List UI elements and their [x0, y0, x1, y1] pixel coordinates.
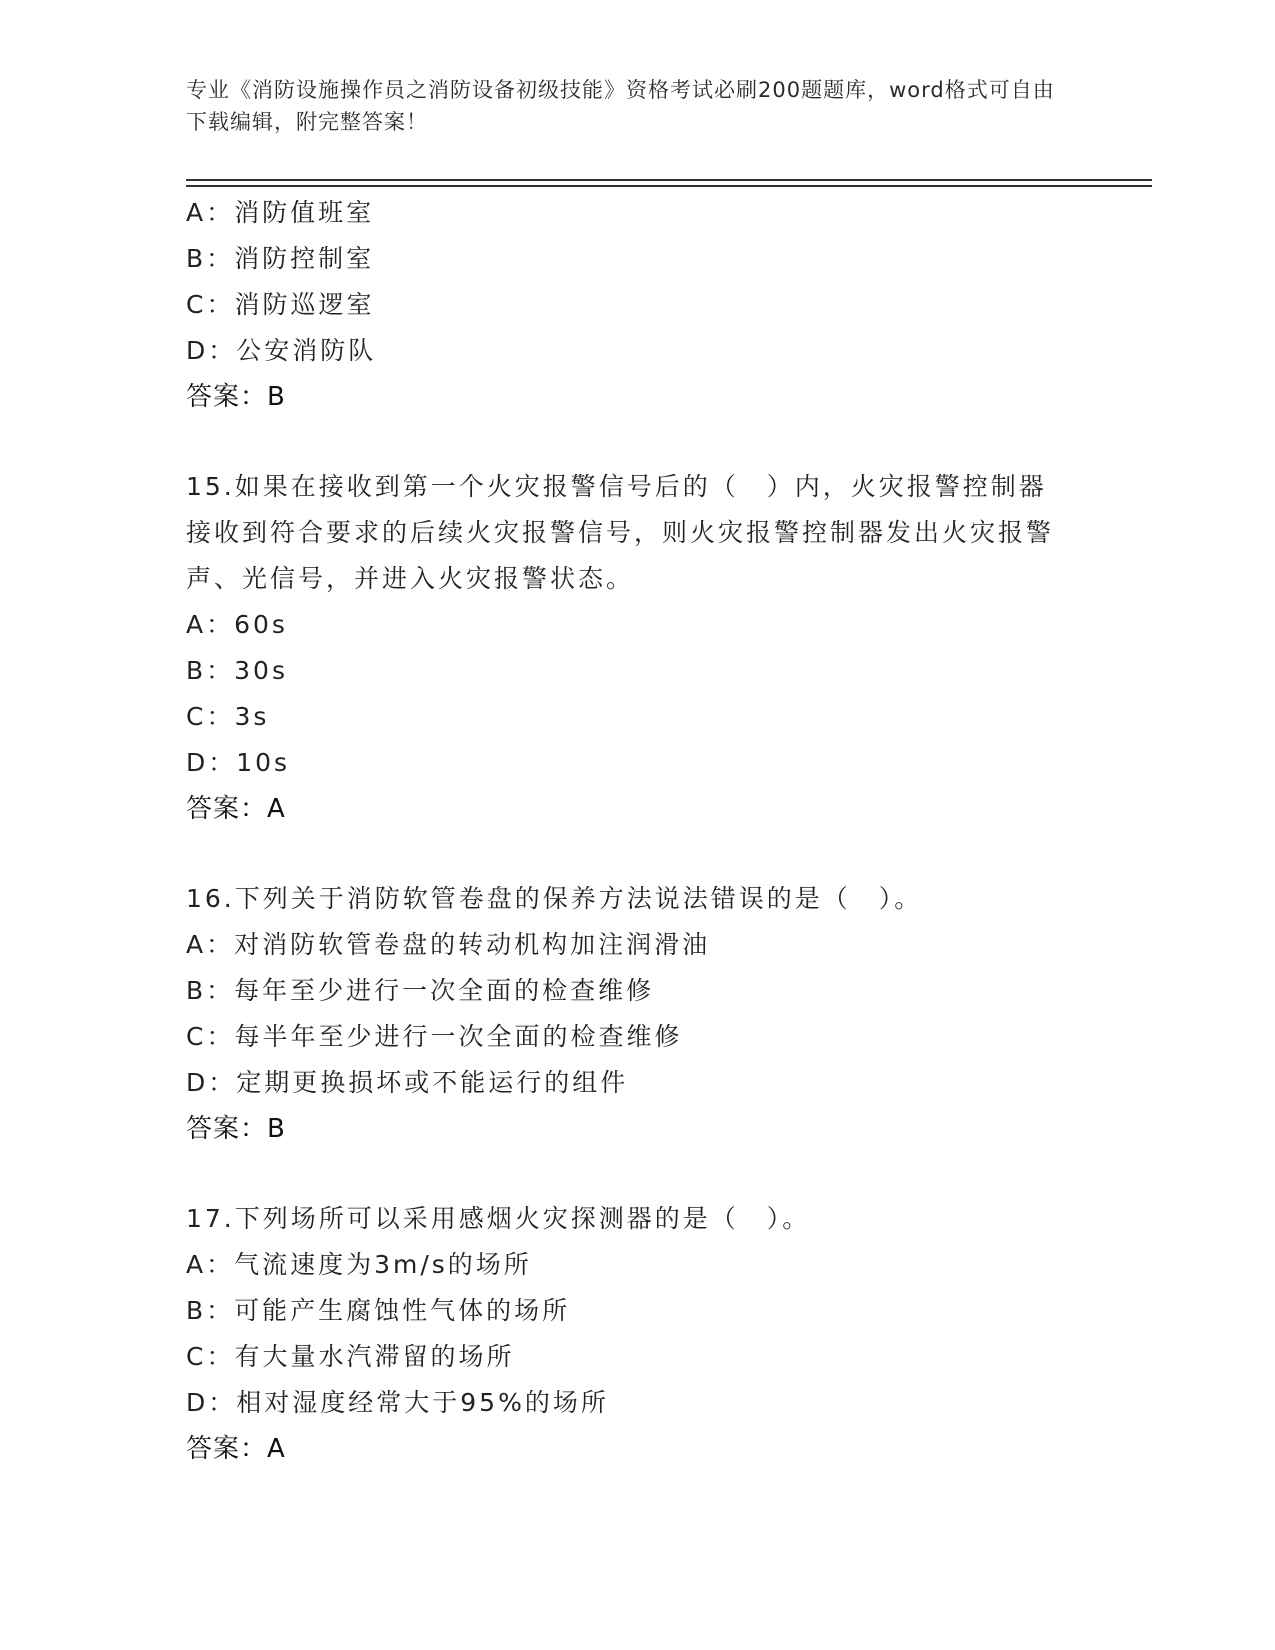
question-list: [186, 190, 1086, 1472]
option-c: C：3s: [186, 702, 270, 731]
option-c: C：每半年至少进行一次全面的检查维修: [186, 1022, 683, 1051]
answer-label: 答案：B: [186, 382, 286, 412]
answer-label: 答案：A: [186, 1434, 286, 1464]
question-17: [186, 1196, 1086, 1472]
option-a: A：气流速度为3m/s的场所: [186, 1250, 532, 1279]
question-text: 16.下列关于消防软管卷盘的保养方法说法错误的是（ ）。: [186, 884, 923, 913]
option-b: B：可能产生腐蚀性气体的场所: [186, 1296, 571, 1325]
option-b: B：30s: [186, 656, 288, 685]
header-rule-bottom: [186, 185, 1152, 187]
option-d: D：定期更换损坏或不能运行的组件: [186, 1068, 629, 1097]
option-a: A：对消防软管卷盘的转动机构加注润滑油: [186, 930, 711, 959]
option-d: D：相对湿度经常大于95%的场所: [186, 1388, 609, 1417]
question-14: [186, 190, 1086, 420]
option-d: D：10s: [186, 748, 291, 777]
question-text: 15.如果在接收到第一个火灾报警信号后的（ ）内，火灾报警控制器接收到符合要求的后续火灾报警信号，则火灾报警控制器发出火灾报警声、光信号，并进入火灾报警状态。: [186, 472, 1055, 593]
option-d: D：公安消防队: [186, 336, 377, 365]
option-a: A：60s: [186, 610, 288, 639]
option-b: B：消防控制室: [186, 244, 375, 273]
option-a: A：消防值班室: [186, 198, 375, 227]
document-header: 专业《消防设施操作员之消防设备初级技能》资格考试必刷200题题库，word格式可自由下载编辑，附完整答案！: [186, 78, 1055, 134]
option-b: B：每年至少进行一次全面的检查维修: [186, 976, 655, 1005]
option-c: C：有大量水汽滞留的场所: [186, 1342, 515, 1371]
header-rule-top: [186, 179, 1152, 181]
option-c: C：消防巡逻室: [186, 290, 375, 319]
question-16: [186, 876, 1086, 1152]
question-15: [186, 464, 1086, 832]
answer-label: 答案：A: [186, 794, 286, 824]
question-text: 17.下列场所可以采用感烟火灾探测器的是（ ）。: [186, 1204, 811, 1233]
answer-label: 答案：B: [186, 1114, 286, 1144]
